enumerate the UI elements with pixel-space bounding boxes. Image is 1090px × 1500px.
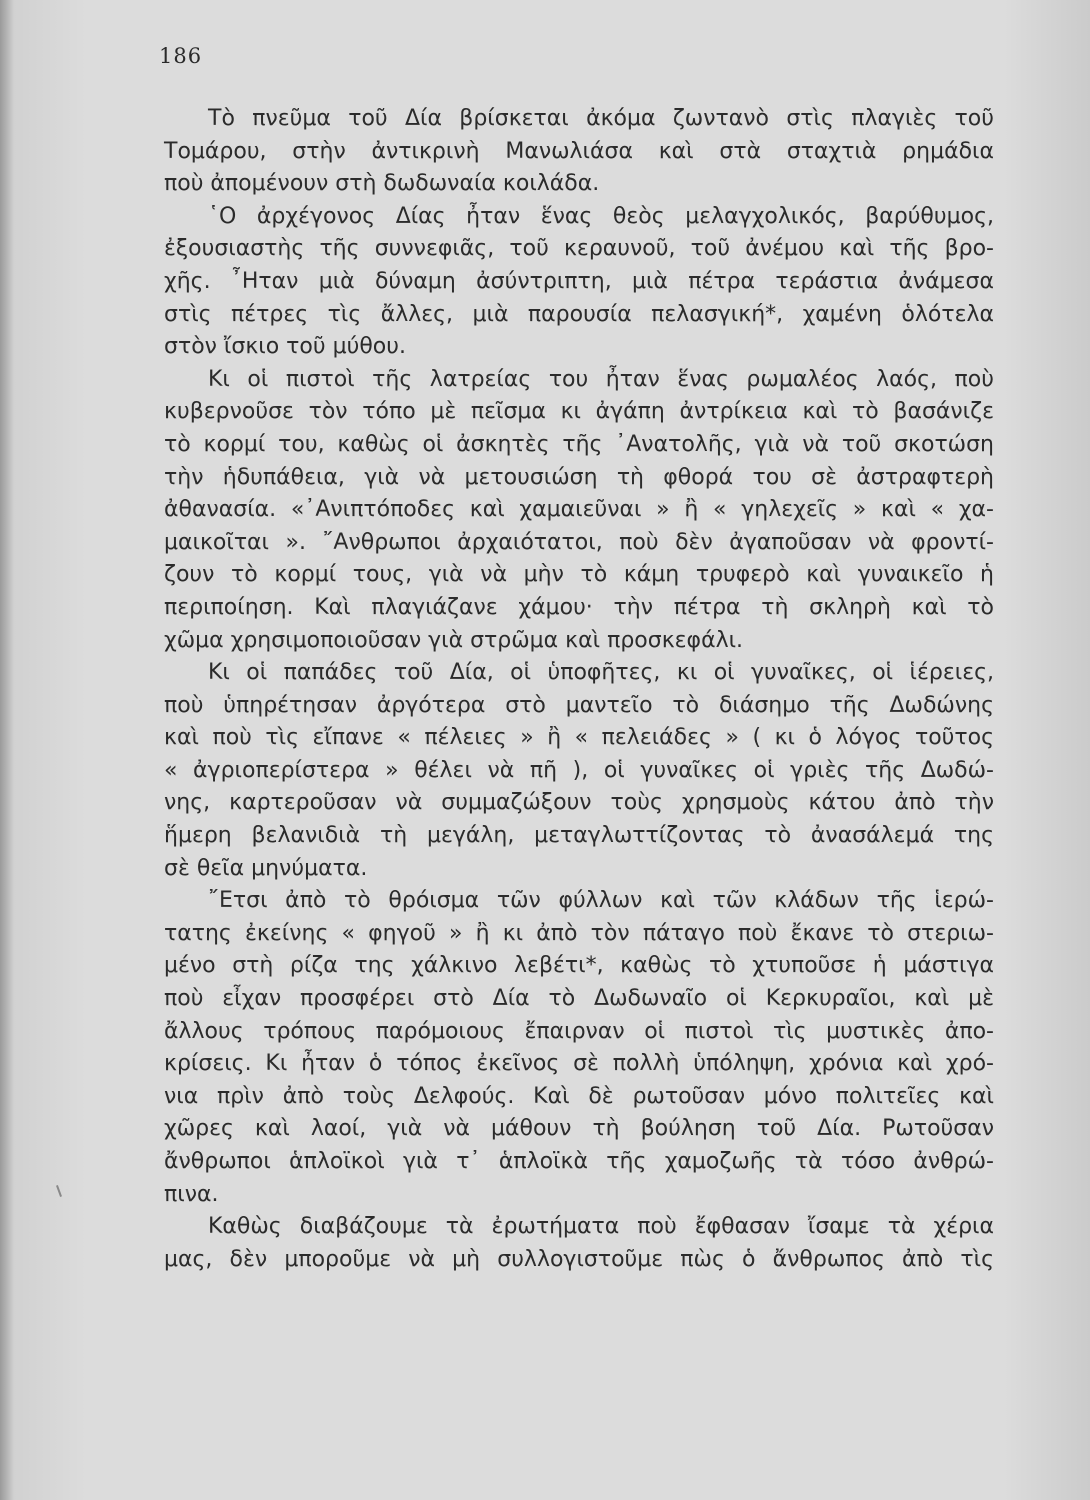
text-line: νια πρὶν ἀπὸ τοὺς Δελφούς. Καὶ δὲ ρωτοῦσαν μόνο πολιτεῖες καὶ xyxy=(164,1083,994,1109)
text-line: ποὺ ἀπομένουν στὴ δωδωναία κοιλάδα. xyxy=(164,171,600,197)
text-line: κυβερνοῦσε τὸν τόπο μὲ πεῖσμα κι ἀγάπη ἀντρίκεια καὶ τὸ βασάνιζε xyxy=(164,399,994,425)
text-line: μένο στὴ ρίζα της χάλκινο λεβέτι*, καθὼς τὸ χτυποῦσε ἡ μάστιγα xyxy=(164,953,994,979)
text-line: νης, καρτεροῦσαν νὰ συμμαζώξουν τοὺς χρησμοὺς κάτου ἀπὸ τὴν xyxy=(164,790,994,816)
text-line: « ἀγριοπερίστερα » θέλει νὰ πῆ ), οἱ γυναῖκες οἱ γριὲς τῆς Δωδώ- xyxy=(164,757,994,783)
text-line: ποὺ εἶχαν προσφέρει στὸ Δία τὸ Δωδωναῖο οἱ Κερκυραῖοι, καὶ μὲ xyxy=(164,986,994,1012)
text-line: Τομάρου, στὴν ἀντικρινὴ Μανωλιάσα καὶ στὰ σταχτιὰ ρημάδια xyxy=(164,138,994,164)
body-text xyxy=(164,103,994,1276)
text-line: Καθὼς διαβάζουμε τὰ ἐρωτήματα ποὺ ἔφθασαν ἴσαμε τὰ χέρια xyxy=(208,1214,994,1240)
text-line: χῶμα χρησιμοποιοῦσαν γιὰ στρῶμα καὶ προσκεφάλι. xyxy=(164,627,744,653)
text-line: καὶ ποὺ τὶς εἴπανε « πέλειες » ἢ « πελειάδες » ( κι ὁ λόγος τοῦτος xyxy=(164,725,994,751)
text-line: ῎Ετσι ἀπὸ τὸ θρόισμα τῶν φύλλων καὶ τῶν κλάδων τῆς ἱερώ- xyxy=(208,888,994,914)
text-line: σὲ θεῖα μηνύματα. xyxy=(164,855,368,881)
text-line: χῆς. ῏Ηταν μιὰ δύναμη ἀσύντριπτη, μιὰ πέτρα τεράστια ἀνάμεσα xyxy=(164,268,994,294)
text-line: τὸ κορμί του, καθὼς οἱ ἀσκητὲς τῆς ᾿Ανατολῆς, γιὰ νὰ τοῦ σκοτώση xyxy=(164,431,994,457)
spine-shadow xyxy=(0,0,14,1500)
text-line: στὶς πέτρες τὶς ἄλλες, μιὰ παρουσία πελασγική*, χαμένη ὁλότελα xyxy=(164,301,994,327)
text-line: περιποίηση. Καὶ πλαγιάζανε χάμου· τὴν πέτρα τὴ σκληρὴ καὶ τὸ xyxy=(164,594,994,620)
text-line: μας, δὲν μποροῦμε νὰ μὴ συλλογιστοῦμε πὼς ὁ ἄνθρωπος ἀπὸ τὶς xyxy=(164,1246,994,1272)
text-line: μαικοῖται ». ῎Ανθρωποι ἀρχαιότατοι, ποὺ δὲν ἀγαποῦσαν νὰ φροντί- xyxy=(164,529,994,555)
text-line: ἄνθρωποι ἁπλοϊκοὶ γιὰ τ᾿ ἁπλοϊκὰ τῆς χαμοζωῆς τὰ τόσο ἀνθρώ- xyxy=(164,1149,994,1174)
text-line: Κι οἱ πιστοὶ τῆς λατρείας του ἦταν ἕνας ρωμαλέος λαός, ποὺ xyxy=(208,366,994,392)
page-number: 186 xyxy=(159,44,203,68)
text-line: πινα. xyxy=(164,1181,219,1207)
text-line: ῾Ο ἀρχέγονος Δίας ἦταν ἕνας θεὸς μελαγχολικός, βαρύθυμος, xyxy=(208,203,994,229)
text-line: κρίσεις. Κι ἦταν ὁ τόπος ἐκεῖνος σὲ πολλὴ ὑπόληψη, χρόνια καὶ χρό- xyxy=(164,1051,994,1077)
text-line: ποὺ ὑπηρέτησαν ἀργότερα στὸ μαντεῖο τὸ διάσημο τῆς Δωδώνης xyxy=(164,692,994,718)
text-line: τατης ἐκείνης « φηγοῦ » ἢ κι ἀπὸ τὸν πάταγο ποὺ ἔκανε τὸ στεριω- xyxy=(164,920,994,946)
text-line: ἥμερη βελανιδιὰ τὴ μεγάλη, μεταγλωττίζοντας τὸ ἀνασάλεμά της xyxy=(164,823,994,849)
text-line: Τὸ πνεῦμα τοῦ Δία βρίσκεται ἀκόμα ζωντανὸ στὶς πλαγιὲς τοῦ xyxy=(208,106,994,131)
text-line: ζουν τὸ κορμί τους, γιὰ νὰ μὴν τὸ κάμη τρυφερὸ καὶ γυναικεῖο ἡ xyxy=(164,562,994,588)
text-line: στὸν ἴσκιο τοῦ μύθου. xyxy=(164,334,406,360)
text-line: Κι οἱ παπάδες τοῦ Δία, οἱ ὑποφῆτες, κι οἱ γυναῖκες, οἱ ἱέρειες, xyxy=(208,660,994,686)
text-line: ἐξουσιαστὴς τῆς συννεφιᾶς, τοῦ κεραυνοῦ, τοῦ ἀνέμου καὶ τῆς βρο- xyxy=(164,236,994,262)
text-line: τὴν ἡδυπάθεια, γιὰ νὰ μετουσιώση τὴ φθορά του σὲ ἀστραφτερὴ xyxy=(164,464,994,490)
margin-mark xyxy=(56,1185,62,1197)
text-line: ἄλλους τρόπους παρόμοιους ἔπαιρναν οἱ πιστοὶ τὶς μυστικὲς ἀπο- xyxy=(164,1018,994,1044)
text-line: χῶρες καὶ λαοί, γιὰ νὰ μάθουν τὴ βούληση τοῦ Δία. Ρωτοῦσαν xyxy=(164,1116,994,1142)
text-line: ἀθανασία. «᾿Ανιπτόποδες καὶ χαμαιεῦναι » ἢ « γηλεχεῖς » καὶ « χα- xyxy=(164,497,994,523)
